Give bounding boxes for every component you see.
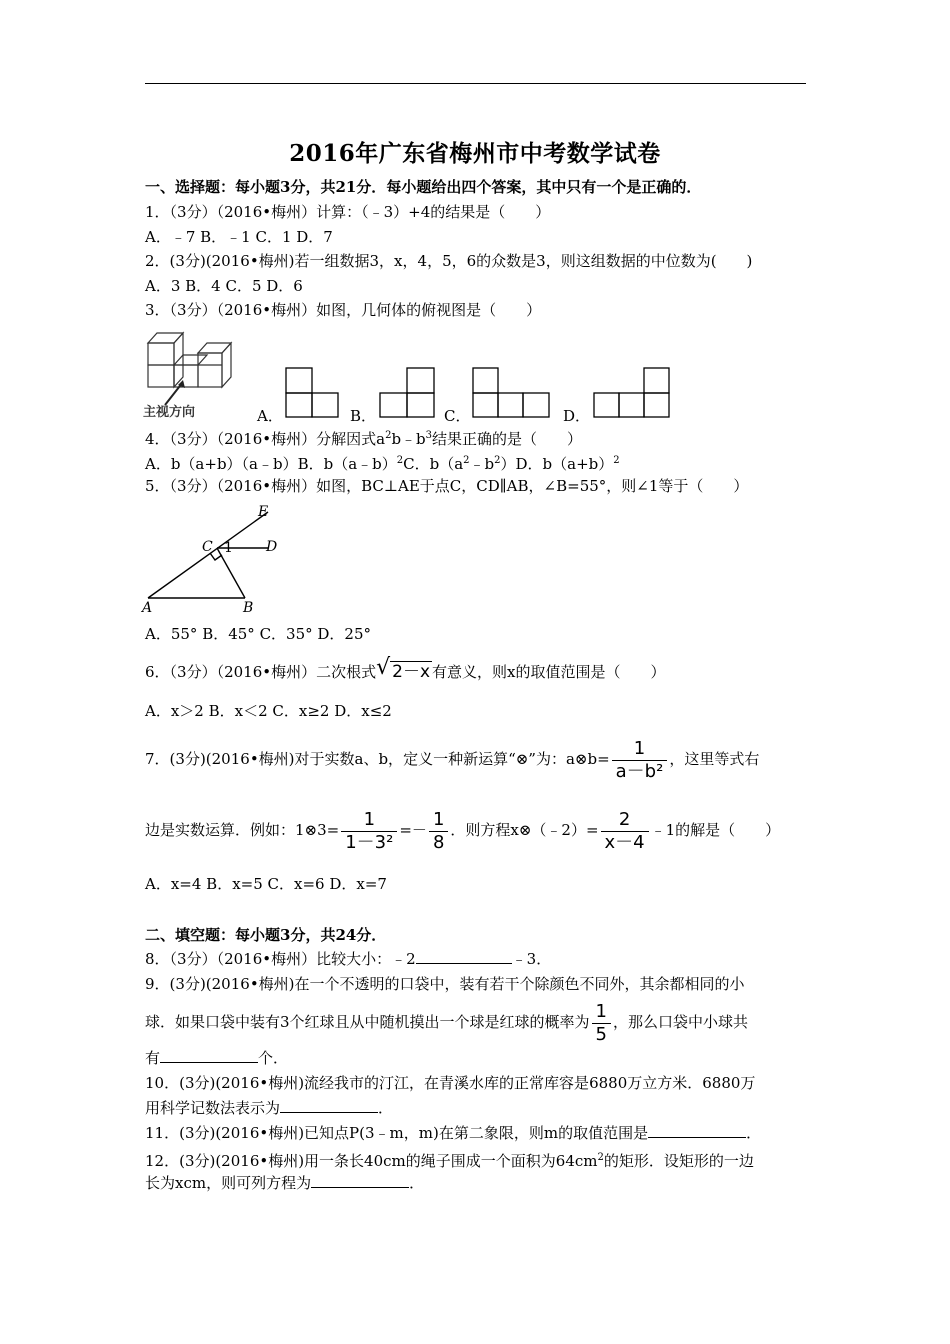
q9-answer-blank[interactable]: [160, 1048, 258, 1063]
q9-line-3: 有 个．: [145, 1049, 289, 1067]
q10-line-2: 用科学记数法表示为 ．: [145, 1099, 394, 1117]
q3-option-c-label: C．: [444, 407, 471, 425]
q1-options: A．﹣7 B．﹣1 C．1 D．7: [145, 228, 333, 246]
q3-option-b-label: B．: [350, 407, 377, 425]
q2-stem: 2．(3分)(2016•梅州)若一组数据3，x，4，5，6的众数是3，则这组数据的中位数为( ): [145, 252, 753, 270]
q10-answer-blank[interactable]: [280, 1098, 378, 1113]
q7-options: A．x=4 B．x=5 C．x=6 D．x=7: [145, 875, 387, 893]
q5-stem: 5．（3分）（2016•梅州）如图，BC⊥AE于点C，CD∥AB，∠B=55°，则∠1等于（ ）: [145, 477, 749, 495]
q9-probability-fraction: $\frac{1}{5}$: [592, 1001, 611, 1046]
q7-fraction-example: $\frac{1}{\text{1－3²}}$: [341, 809, 397, 854]
q3-stem: 3．（3分）（2016•梅州）如图，几何体的俯视图是（ ）: [145, 301, 542, 319]
q12-line-2: 长为xcm，则可列方程为 ．: [145, 1174, 425, 1192]
q3-option-d-figure: [593, 367, 671, 419]
header-rule: [145, 83, 806, 84]
q5-options: A．55° B．45° C．35° D．25°: [145, 625, 372, 643]
q4-stem: 4．（3分）（2016•梅州）分解因式$a^2b﹣b^3$结果正确的是（ ）: [145, 430, 583, 448]
q5-point-c-label: C: [202, 539, 213, 555]
q6-stem: 6．（3分）（2016•梅州）二次根式 √ 2－x 有意义，则x的取值范围是（ ）: [145, 655, 666, 682]
q11-answer-blank[interactable]: [648, 1123, 746, 1138]
q5-point-b-label: B: [243, 600, 254, 616]
q7-fraction-equation: $\frac{2}{x-4}$: [601, 809, 649, 854]
q3-option-a-label: A．: [257, 407, 283, 425]
q12-answer-blank[interactable]: [311, 1173, 409, 1188]
q9-line-1: 9．(3分)(2016•梅州)在一个不透明的口袋中，装有若干个除颜色不同外，其余都相同的小: [145, 975, 745, 993]
q5-point-e-label: E: [258, 504, 269, 520]
q4-options: A．b（a+b）（a﹣b）B．b（a﹣b）$^2$C．$b(a^2﹣b^2)D$．$b(a+b)^2$: [145, 455, 620, 473]
q5-point-a-label: A: [142, 600, 153, 616]
q8-stem: 8．（3分）（2016•梅州）比较大小：﹣2 ﹣3．: [145, 950, 552, 968]
q6-radical: √ 2－x: [376, 655, 431, 682]
q11-stem: 11．(3分)(2016•梅州)已知点P(3﹣m，m)在第二象限，则m的取值范围是 ．: [145, 1124, 762, 1142]
q3-option-b-figure: [379, 367, 436, 419]
q2-options: A．3 B．4 C．5 D．6: [145, 277, 303, 295]
q6-options: A．x＞2 B．x＜2 C．x≥2 D．x≤2: [145, 702, 392, 720]
section-1-heading: 一、选择题：每小题3分，共21分．每小题给出四个答案，其中只有一个是正确的．: [145, 178, 702, 196]
q12-line-1: 12．(3分)(2016•梅州)用一条长40cm的绳子围成一个面积为$64cm^2$的矩形．设矩形的一边: [145, 1152, 754, 1170]
q5-angle-1-label: 1: [224, 540, 233, 556]
q7-fraction-result: $\frac{1}{8}$: [429, 809, 448, 854]
q1-stem: 1．（3分）（2016•梅州）计算：（﹣3）+4的结果是（ ）: [145, 203, 551, 221]
section-2-heading: 二、填空题：每小题3分，共24分．: [145, 926, 387, 944]
q5-geometry-figure: [140, 500, 300, 618]
q7-line-2: 边是实数运算．例如：1⊗3= $\frac{1}{\text{1－3²}}$ =－ $\frac{1}{8}$ ．则方程x⊗（﹣2）= $\frac{2}{x-4}$ ﹣1的解是（ ）: [145, 808, 781, 853]
q3-view-direction-label: 主视方向: [143, 405, 196, 420]
q3-option-d-label: D．: [563, 407, 591, 425]
q9-line-2: 球．如果口袋中装有3个红球且从中随机摸出一个球是红球的概率为 $\frac{1}{5}$ ，那么口袋中小球共: [145, 1000, 749, 1045]
q10-line-1: 10．(3分)(2016•梅州)流经我市的汀江，在青溪水库的正常库容是6880万立方米．6880万: [145, 1074, 756, 1092]
q7-fraction-definition: $\frac{1}{\text{a－b²}}$: [612, 738, 668, 783]
q3-option-c-figure: [472, 367, 551, 419]
page-title: 2016年广东省梅州市中考数学试卷: [289, 140, 661, 167]
q5-point-d-label: D: [266, 539, 278, 555]
q3-option-a-figure: [285, 367, 340, 419]
q8-answer-blank[interactable]: [416, 949, 512, 964]
q7-line-1: 7．(3分)(2016•梅州)对于实数a、b，定义一种新运算“⊗”为：a⊗b= $\frac{1}{\text{a－b²}}$ ，这里等式右: [145, 737, 760, 782]
